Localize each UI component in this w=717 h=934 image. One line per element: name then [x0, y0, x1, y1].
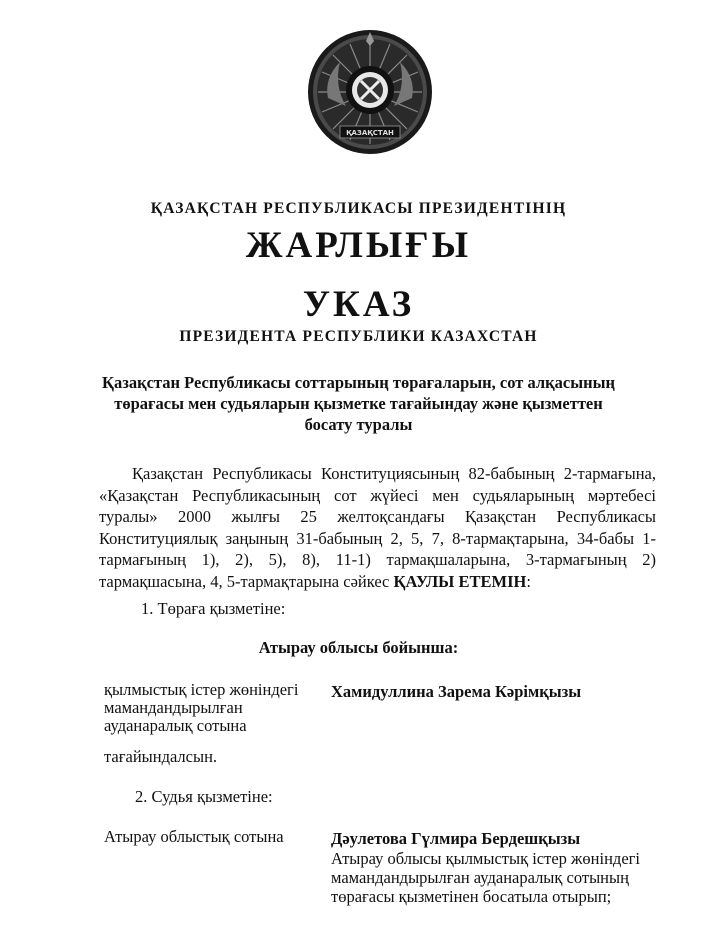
item1-court-line-1: қылмыстық істер жөніндегі — [104, 680, 299, 699]
header-kz-title: ЖАРЛЫҒЫ — [245, 225, 472, 266]
item1-person: Хамидуллина Зарема Кәрімқызы — [331, 682, 582, 701]
item2-note-line-2: мамандандырылған ауданаралық сотының — [331, 868, 629, 887]
header-ru-line: ПРЕЗИДЕНТА РЕСПУБЛИКИ КАЗАХСТАН — [179, 328, 538, 345]
preamble-paragraph — [99, 463, 656, 592]
doc-title-line-3: босату туралы — [304, 415, 413, 434]
item2-person: Дәулетова Гүлмира Бердешқызы — [331, 829, 581, 848]
item2-heading: 2. Судья қызметіне: — [135, 787, 273, 806]
header-ru-title: УКАЗ — [302, 284, 415, 325]
item2-note-line-1: Атырау облысы қылмыстық істер жөніндегі — [331, 849, 640, 868]
doc-title-line-1: Қазақстан Республикасы соттарының төрағаларын, сот алқасының — [102, 373, 615, 392]
item1-heading: 1. Төраға қызметіне: — [141, 599, 286, 618]
state-emblem — [306, 28, 434, 156]
item1-verb: тағайындалсын. — [104, 747, 218, 766]
item1-court-line-2: мамандандырылған — [104, 698, 243, 717]
item1-court-line-3: ауданаралық сотына — [104, 716, 247, 735]
header-kz-line: ҚАЗАҚСТАН РЕСПУБЛИКАСЫ ПРЕЗИДЕНТІНІҢ — [150, 200, 567, 217]
item2-court: Атырау облыстық сотына — [104, 827, 284, 846]
doc-title-line-2: төрағасы мен судьяларын қызметке тағайындау және қызметтен — [114, 394, 603, 413]
item2-note-line-3: төрағасы қызметінен босатыла отырып; — [331, 887, 612, 906]
decree-colon: : — [526, 571, 531, 591]
svg-text:ҚАЗАҚСТАН: ҚАЗАҚСТАН — [346, 129, 394, 137]
item1-region: Атырау облысы бойынша: — [258, 638, 459, 657]
preamble-text: Қазақстан Республикасы Конституциясының 82-бабының 2-тармағына, «Қазақстан Республикасының сот жүйесі мен судьяларының мәртебесі туралы» 2000 жылғы 25 желтоқсандағы Қазақстан Республикасы Конституциялық заңының 31-бабының 2, 5, 7, 8-тармақтарына, 34-бабы 1-тармағының 1), 2), 5), 8), 11-1) тармақшаларына, 3-тармағының 2) тармақшасына, 4, 5-тармақтарына сәйкес — [99, 464, 656, 591]
decree-word: ҚАУЛЫ ЕТЕМІН — [393, 571, 527, 591]
